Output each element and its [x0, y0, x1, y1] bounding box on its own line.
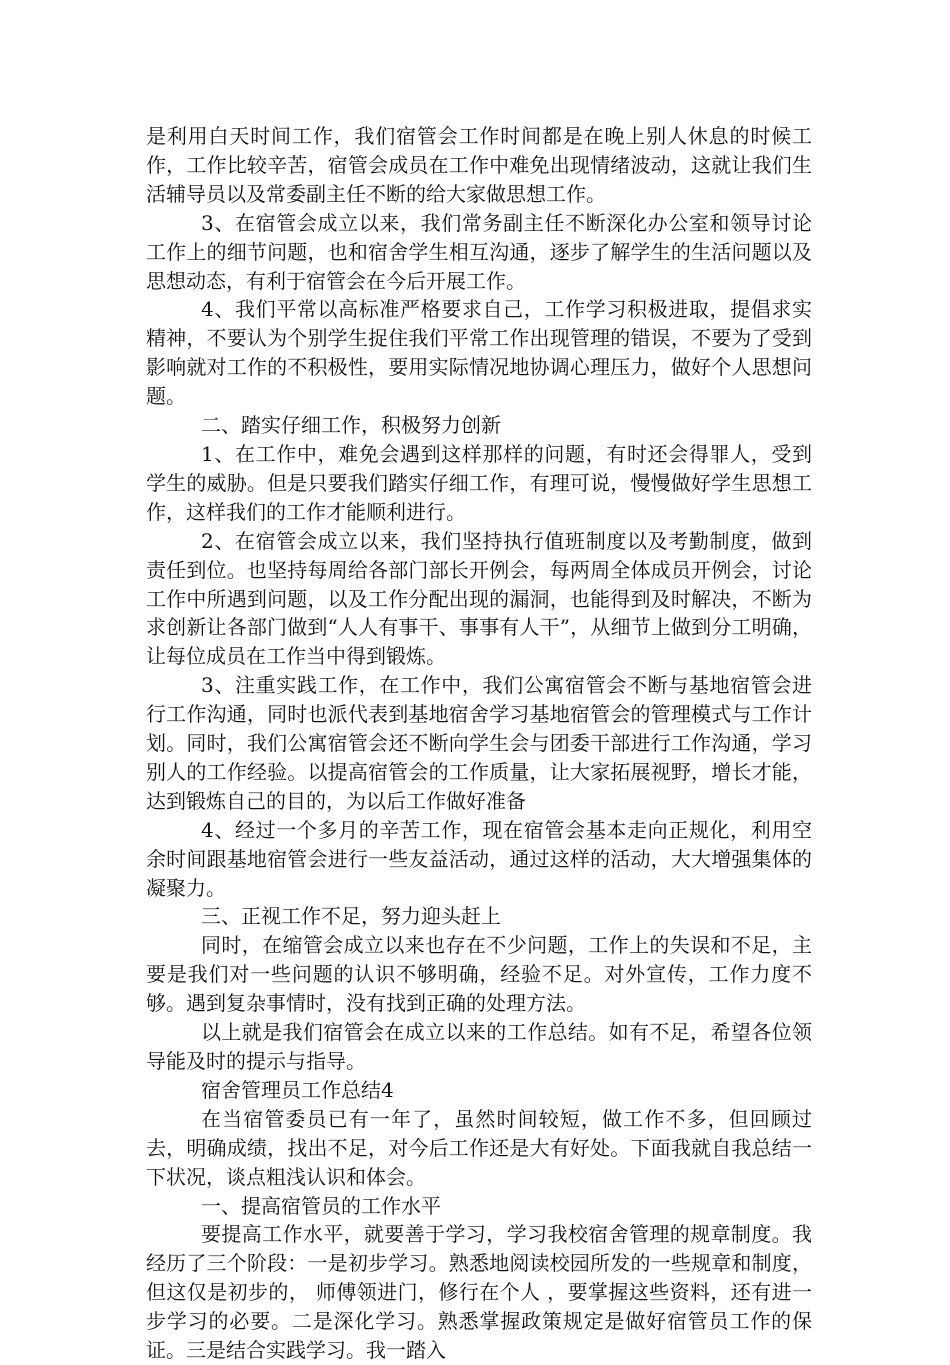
paragraph: 1、在工作中，难免会遇到这样那样的问题，有时还会得罪人，受到学生的威胁。但是只要我们踏实仔细工作，有理可说，慢慢做好学生思想工作，这样我们的工作才能顺利进行。: [146, 441, 812, 524]
paragraph: 要提高工作水平，就要善于学习，学习我校宿舍管理的规章制度。我经历了三个阶段：一是初步学习。熟悉地阅读校园所发的一些规章和制度，但这仅是初步的， 师傅领进门，修行在个人 ，要掌握这些资料，还有进一步学习的必要。二是深化学习。熟悉掌握政策规定是做好宿管员工作的保证。三是结合实践学习。我一踏入: [146, 1222, 812, 1363]
paragraph: 以上就是我们宿管会在成立以来的工作总结。如有不足，希望各位领导能及时的提示与指导。: [146, 1020, 812, 1073]
paragraph: 同时，在缩管会成立以来也存在不少问题，工作上的失误和不足，主要是我们对一些问题的认识不够明确，经验不足。对外宣传，工作力度不够。遇到复杂事情时，没有找到正确的处理方法。: [146, 933, 812, 1016]
paragraph: 在当宿管委员已有一年了，虽然时间较短，做工作不多，但回顾过去，明确成绩，找出不足，对今后工作还是大有好处。下面我就自我总结一下状况，谈点粗浅认识和体会。: [146, 1106, 812, 1189]
paragraph: 4、经过一个多月的辛苦工作，现在宿管会基本走向正规化，利用空余时间跟基地宿管会进行一些友益活动，通过这样的活动，大大增强集体的凝聚力。: [146, 817, 812, 900]
paragraph: 4、我们平常以高标准严格要求自己，工作学习积极进取，提倡求实精神，不要认为个别学生捉住我们平常工作出现管理的错误，不要为了受到影响就对工作的不积极性，要用实际情况地协调心理压力，做好个人思想问题。: [146, 297, 812, 409]
paragraph: 3、在宿管会成立以来，我们常务副主任不断深化办公室和领导讨论工作上的细节问题，也和宿舍学生相互沟通，逐步了解学生的生活问题以及思想动态，有利于宿管会在今后开展工作。: [146, 210, 812, 293]
section-heading: 三、正视工作不足，努力迎头赶上: [201, 904, 501, 929]
section-heading: 二、踏实仔细工作，积极努力创新: [201, 413, 501, 438]
document-body: [146, 122, 812, 1365]
section-heading: 一、提高宿管员的工作水平: [201, 1193, 441, 1218]
document-title: 宿舍管理员工作总结4: [201, 1077, 394, 1102]
paragraph: 3、注重实践工作，在工作中，我们公寓宿管会不断与基地宿管会进行工作沟通，同时也派代表到基地宿舍学习基地宿管会的管理模式与工作计划。同时，我们公寓宿管会还不断向学生会与团委干部进行工作沟通，学习别人的工作经验。以提高宿管会的工作质量，让大家拓展视野，增长才能，达到锻炼自己的目的，为以后工作做好准备: [146, 673, 812, 813]
paragraph: 2、在宿管会成立以来，我们坚持执行值班制度以及考勤制度，做到责任到位。也坚持每周给各部门部长开例会，每两周全体成员开例会，讨论工作中所遇到问题，以及工作分配出现的漏洞，也能得到及时解决，不断为求创新让各部门做到“人人有事干、事事有人干”，从细节上做到分工明确，让每位成员在工作当中得到锻炼。: [146, 528, 812, 669]
paragraph: 是利用白天时间工作，我们宿管会工作时间都是在晚上别人休息的时候工作，工作比较辛苦，宿管会成员在工作中难免出现情绪波动，这就让我们生活辅导员以及常委副主任不断的给大家做思想工作。: [146, 124, 812, 206]
